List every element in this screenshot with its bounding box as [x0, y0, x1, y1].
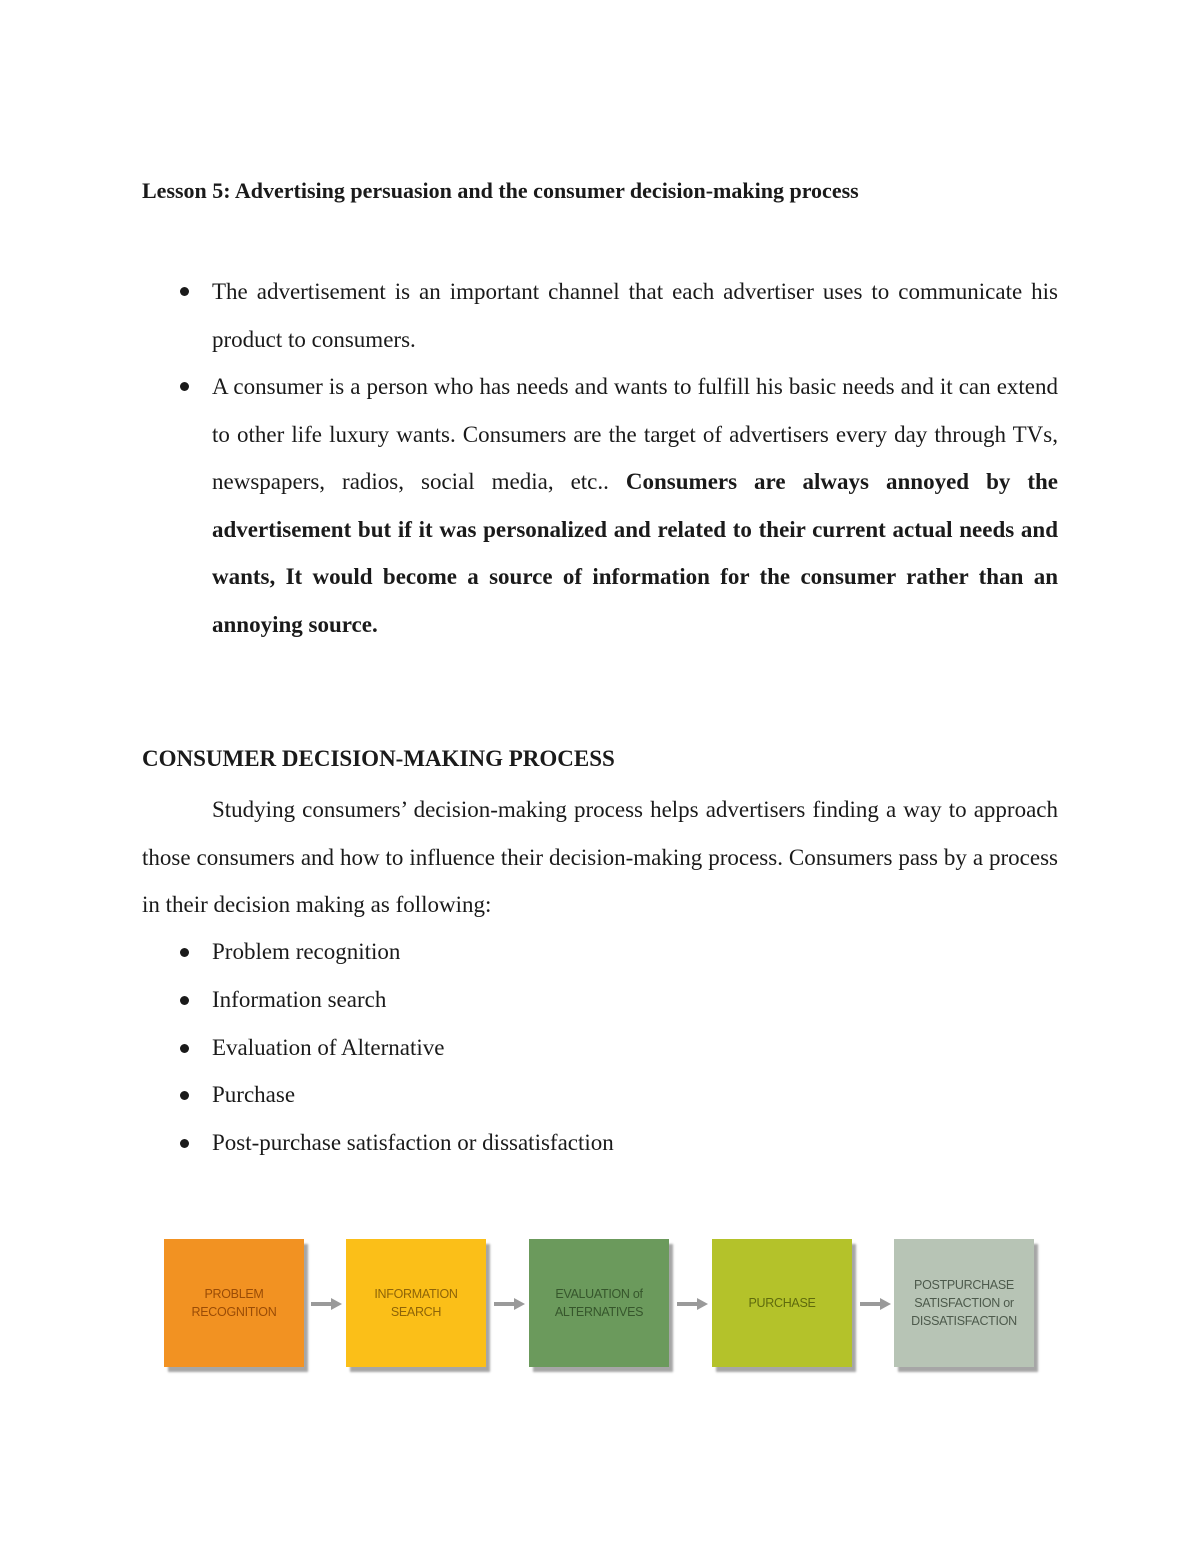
- diagram-box-label: PURCHASE: [748, 1296, 816, 1310]
- list-item: [142, 268, 1058, 363]
- diagram-box-postpurchase: [894, 1239, 1034, 1367]
- process-steps-list: [142, 928, 842, 1167]
- body-paragraph: Studying consumers’ decision-making process helps advertisers finding a way to approach those consumers and how to influence their decision-making process. Consumers pass by a process in their decision making as following:: [142, 797, 1058, 917]
- diagram-box-label: EVALUATION of ALTERNATIVES: [554, 1287, 644, 1319]
- bullet-text: A consumer is a person who has needs and wants to fulfill his basic needs and it can extend to other life luxury wants. Consumers are the target of advertisers every day through TVs, newspapers, radios, social media, etc..: [212, 374, 1058, 494]
- section-title: CONSUMER DECISION-MAKING PROCESS: [142, 746, 615, 771]
- list-item: Post-purchase satisfaction or dissatisfaction: [142, 1119, 842, 1167]
- diagram-box-information-search: [346, 1239, 486, 1367]
- diagram-box-evaluation: [529, 1239, 669, 1367]
- page-title: Lesson 5: Advertising persuasion and the consumer decision-making process: [142, 178, 859, 203]
- bullet-text: The advertisement is an important channel that each advertiser uses to communicate his product to consumers.: [212, 279, 1058, 352]
- list-item: Purchase: [142, 1071, 842, 1119]
- right-arrow-icon: [494, 1298, 526, 1310]
- diagram-box-label: PROBLEM RECOGNITION: [191, 1287, 277, 1319]
- diagram-box-problem-recognition: [164, 1239, 304, 1367]
- list-item: Problem recognition: [142, 928, 842, 976]
- diagram-box-purchase: [712, 1239, 852, 1367]
- intro-bullet-list: [142, 268, 1058, 648]
- list-item: [142, 363, 1058, 648]
- list-item: Evaluation of Alternative: [142, 1024, 842, 1072]
- diagram-box-label: INFORMATION SEARCH: [374, 1287, 458, 1319]
- right-arrow-icon: [860, 1298, 892, 1310]
- bullet-bold-text: Consumers are always annoyed by the advertisement but if it was personalized and related to their current actual needs and wants, It would become a source of information for the consumer rather than an annoying source.: [212, 469, 1059, 637]
- right-arrow-icon: [677, 1298, 709, 1310]
- right-arrow-icon: [311, 1298, 343, 1310]
- list-item: Information search: [142, 976, 842, 1024]
- diagram-box-label: POSTPURCHASE SATISFACTION or DISSATISFACTION: [911, 1278, 1017, 1328]
